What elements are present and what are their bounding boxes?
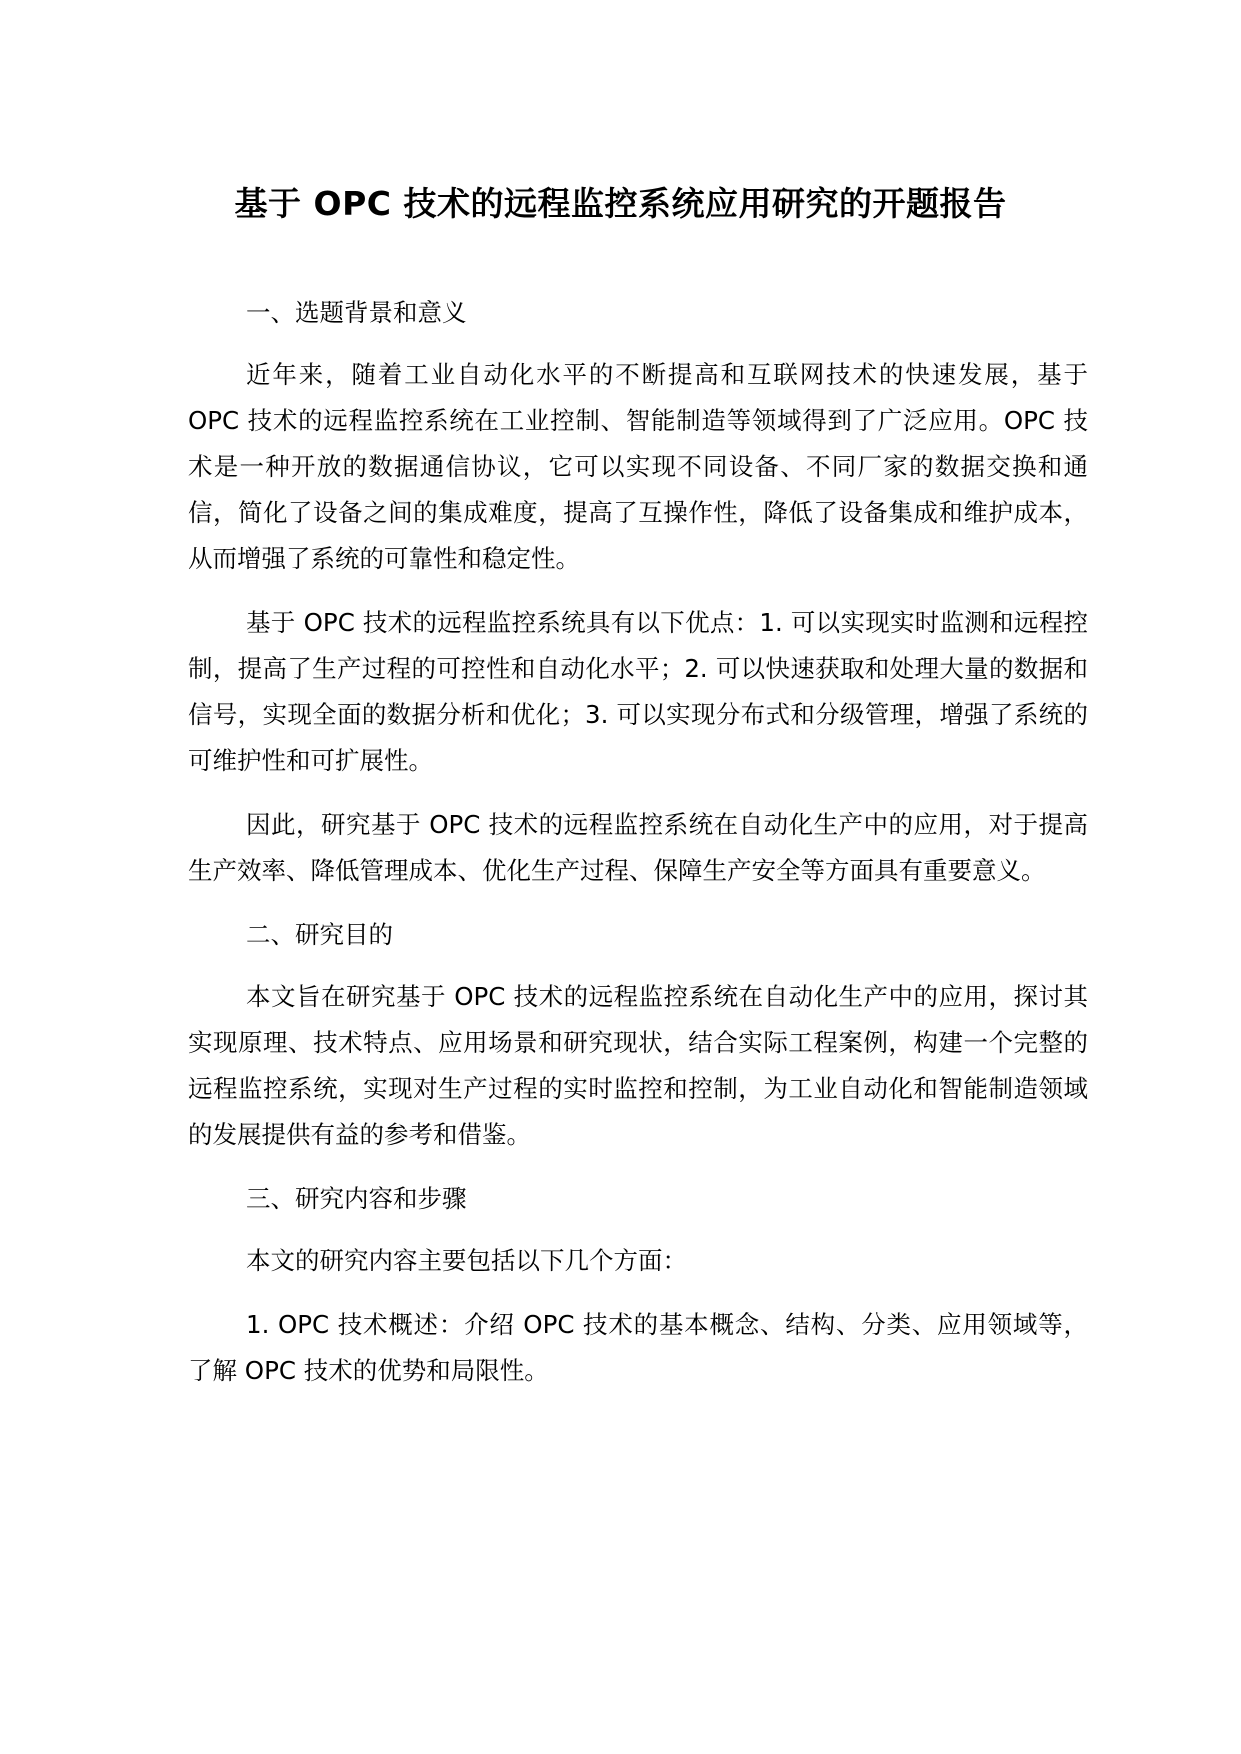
document-title: 基于 OPC 技术的远程监控系统应用研究的开题报告 <box>234 184 1007 223</box>
section-heading-background: 一、选题背景和意义 <box>246 298 467 327</box>
section-heading-content: 三、研究内容和步骤 <box>246 1184 467 1213</box>
document-body <box>188 290 1088 1412</box>
section-heading-purpose: 二、研究目的 <box>246 920 393 949</box>
paragraph-background-3: 因此，研究基于 OPC 技术的远程监控系统在自动化生产中的应用，对于提高生产效率、降低管理成本、优化生产过程、保障生产安全等方面具有重要意义。 <box>188 810 1088 885</box>
paragraph-purpose: 本文旨在研究基于 OPC 技术的远程监控系统在自动化生产中的应用，探讨其实现原理、技术特点、应用场景和研究现状，结合实际工程案例，构建一个完整的远程监控系统，实现对生产过程的实时监控和控制，为工业自动化和智能制造领域的发展提供有益的参考和借鉴。 <box>188 982 1088 1149</box>
paragraph-content-item-1: 1. OPC 技术概述：介绍 OPC 技术的基本概念、结构、分类、应用领域等，了解 OPC 技术的优势和局限性。 <box>188 1310 1088 1385</box>
paragraph-background-1: 近年来，随着工业自动化水平的不断提高和互联网技术的快速发展，基于 OPC 技术的远程监控系统在工业控制、智能制造等领域得到了广泛应用。OPC 技术是一种开放的数据通信协议，它可以实现不同设备、不同厂家的数据交换和通信，简化了设备之间的集成难度，提高了互操作性，降低了设备集成和维护成本，从而增强了系统的可靠性和稳定性。 <box>188 360 1088 573</box>
paragraph-content-intro: 本文的研究内容主要包括以下几个方面： <box>246 1246 687 1275</box>
paragraph-background-2: 基于 OPC 技术的远程监控系统具有以下优点：1. 可以实现实时监测和远程控制，提高了生产过程的可控性和自动化水平；2. 可以快速获取和处理大量的数据和信号，实现全面的数据分析和优化；3. 可以实现分布式和分级管理，增强了系统的可维护性和可扩展性。 <box>188 608 1088 775</box>
